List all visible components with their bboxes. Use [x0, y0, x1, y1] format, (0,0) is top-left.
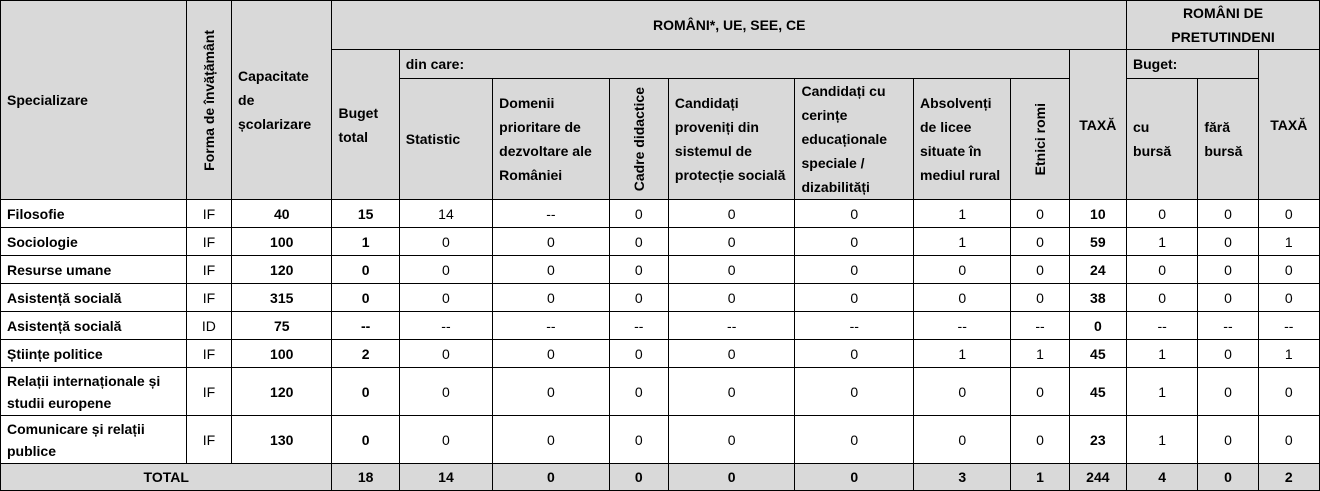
header-capacitate: Capacitate de școlarizare	[232, 1, 332, 200]
header-domenii: Domenii prioritare de dezvoltare ale României	[493, 79, 610, 200]
value-cell: 45	[1069, 368, 1126, 416]
header-cu-bursa: cu bursă	[1127, 79, 1198, 200]
value-cell: 0	[668, 416, 795, 464]
value-cell: 0	[332, 416, 399, 464]
value-cell: 0	[668, 284, 795, 312]
value-cell: 0	[493, 228, 610, 256]
value-cell: 0	[1011, 416, 1069, 464]
value-cell: 1	[914, 340, 1011, 368]
total-cell: 244	[1069, 464, 1126, 491]
value-cell: 130	[232, 416, 332, 464]
value-cell: 0	[1127, 284, 1198, 312]
value-cell: 0	[609, 228, 668, 256]
value-cell: 15	[332, 200, 399, 228]
total-cell: 0	[795, 464, 914, 491]
value-cell: 0	[795, 228, 914, 256]
total-cell: 3	[914, 464, 1011, 491]
value-cell: 0	[668, 228, 795, 256]
header-statistic: Statistic	[399, 79, 492, 200]
forma-cell: IF	[186, 284, 231, 312]
value-cell: 0	[1258, 256, 1319, 284]
value-cell: 0	[1011, 284, 1069, 312]
value-cell: 0	[1011, 256, 1069, 284]
value-cell: 0	[399, 340, 492, 368]
value-cell: 38	[1069, 284, 1126, 312]
table-row	[1, 200, 1320, 228]
value-cell: --	[1011, 312, 1069, 340]
forma-cell: IF	[186, 256, 231, 284]
value-cell: 0	[493, 284, 610, 312]
total-label: TOTAL	[1, 464, 332, 491]
value-cell: 0	[1127, 256, 1198, 284]
value-cell: 0	[795, 368, 914, 416]
forma-cell: ID	[186, 312, 231, 340]
forma-cell: IF	[186, 416, 231, 464]
header-romi-label: Etnici romi	[1032, 102, 1049, 176]
value-cell: 1	[1127, 368, 1198, 416]
value-cell: 40	[232, 200, 332, 228]
value-cell: 0	[332, 256, 399, 284]
value-cell: 0	[795, 200, 914, 228]
value-cell: 0	[399, 256, 492, 284]
value-cell: 45	[1069, 340, 1126, 368]
value-cell: 0	[668, 256, 795, 284]
value-cell: --	[493, 312, 610, 340]
value-cell: 0	[493, 368, 610, 416]
value-cell: 0	[914, 284, 1011, 312]
value-cell: 0	[493, 256, 610, 284]
value-cell: 0	[1198, 416, 1258, 464]
value-cell: 0	[399, 368, 492, 416]
value-cell: 0	[795, 284, 914, 312]
total-cell: 4	[1127, 464, 1198, 491]
header-protectie: Candidați proveniți din sistemul de protecție socială	[668, 79, 795, 200]
value-cell: 0	[914, 416, 1011, 464]
value-cell: --	[493, 200, 610, 228]
specializare-cell: Comunicare și relații publice	[1, 416, 187, 464]
header-rural: Absolvenți de licee situate în mediul rural	[914, 79, 1011, 200]
value-cell: 1	[332, 228, 399, 256]
value-cell: 0	[1198, 284, 1258, 312]
value-cell: 0	[1258, 416, 1319, 464]
value-cell: 0	[795, 256, 914, 284]
value-cell: 0	[332, 368, 399, 416]
value-cell: --	[914, 312, 1011, 340]
value-cell: 2	[332, 340, 399, 368]
header-buget-total: Buget total	[332, 50, 399, 200]
forma-cell: IF	[186, 200, 231, 228]
specializare-cell: Sociologie	[1, 228, 187, 256]
total-cell: 2	[1258, 464, 1319, 491]
header-forma	[186, 1, 231, 200]
value-cell: 1	[1127, 228, 1198, 256]
header-taxa-pretutindeni: TAXĂ	[1258, 50, 1319, 200]
value-cell: 1	[1011, 340, 1069, 368]
value-cell: 0	[914, 256, 1011, 284]
value-cell: 23	[1069, 416, 1126, 464]
value-cell: 0	[1127, 200, 1198, 228]
total-row	[1, 464, 1320, 491]
header-cerinte: Candidați cu cerințe educaționale speciale / dizabilități	[795, 79, 914, 200]
header-cadre-label: Cadre didactice	[630, 86, 647, 192]
value-cell: 0	[668, 200, 795, 228]
value-cell: --	[332, 312, 399, 340]
forma-cell: IF	[186, 228, 231, 256]
value-cell: 1	[1258, 228, 1319, 256]
value-cell: 24	[1069, 256, 1126, 284]
value-cell: 59	[1069, 228, 1126, 256]
header-din-care: din care:	[399, 50, 1069, 79]
value-cell: 0	[332, 284, 399, 312]
header-cadre	[609, 79, 668, 200]
value-cell: --	[668, 312, 795, 340]
value-cell: 0	[1011, 200, 1069, 228]
specializare-cell: Asistență socială	[1, 284, 187, 312]
specializare-cell: Asistență socială	[1, 312, 187, 340]
value-cell: 0	[399, 284, 492, 312]
value-cell: 75	[232, 312, 332, 340]
value-cell: 0	[1011, 368, 1069, 416]
header-buget: Buget:	[1127, 50, 1259, 79]
value-cell: 1	[1127, 416, 1198, 464]
total-cell: 18	[332, 464, 399, 491]
table-row	[1, 368, 1320, 416]
value-cell: 0	[795, 416, 914, 464]
header-fara-bursa: fără bursă	[1198, 79, 1258, 200]
value-cell: 0	[1198, 228, 1258, 256]
value-cell: 100	[232, 340, 332, 368]
value-cell: 0	[1198, 256, 1258, 284]
value-cell: --	[1127, 312, 1198, 340]
total-cell: 0	[493, 464, 610, 491]
total-cell: 14	[399, 464, 492, 491]
total-cell: 0	[668, 464, 795, 491]
specializare-cell: Relații internaționale și studii europene	[1, 368, 187, 416]
value-cell: 0	[795, 340, 914, 368]
value-cell: 0	[1069, 312, 1126, 340]
header-taxa: TAXĂ	[1069, 50, 1126, 200]
value-cell: 0	[609, 368, 668, 416]
value-cell: 0	[609, 200, 668, 228]
specializare-cell: Resurse umane	[1, 256, 187, 284]
value-cell: --	[1198, 312, 1258, 340]
value-cell: 0	[668, 340, 795, 368]
value-cell: 0	[609, 416, 668, 464]
table-row	[1, 312, 1320, 340]
value-cell: 0	[1198, 368, 1258, 416]
value-cell: 0	[668, 368, 795, 416]
total-cell: 0	[609, 464, 668, 491]
value-cell: 0	[1198, 200, 1258, 228]
total-cell: 1	[1011, 464, 1069, 491]
table-row	[1, 416, 1320, 464]
table-row	[1, 256, 1320, 284]
value-cell: --	[609, 312, 668, 340]
value-cell: 0	[1258, 368, 1319, 416]
value-cell: --	[1258, 312, 1319, 340]
value-cell: 315	[232, 284, 332, 312]
table-body	[1, 200, 1320, 464]
value-cell: 0	[493, 416, 610, 464]
value-cell: 0	[609, 340, 668, 368]
value-cell: 1	[1127, 340, 1198, 368]
value-cell: 0	[399, 416, 492, 464]
value-cell: 0	[914, 368, 1011, 416]
forma-cell: IF	[186, 368, 231, 416]
value-cell: 0	[493, 340, 610, 368]
specializare-cell: Științe politice	[1, 340, 187, 368]
value-cell: 120	[232, 256, 332, 284]
value-cell: 0	[1011, 228, 1069, 256]
value-cell: 0	[1258, 284, 1319, 312]
value-cell: 100	[232, 228, 332, 256]
table-row	[1, 284, 1320, 312]
value-cell: 0	[1258, 200, 1319, 228]
table-row	[1, 340, 1320, 368]
value-cell: 14	[399, 200, 492, 228]
header-pretutindeni-group: ROMÂNI DE PRETUTINDENI	[1127, 1, 1320, 50]
value-cell: --	[399, 312, 492, 340]
value-cell: 1	[914, 228, 1011, 256]
value-cell: 0	[1198, 340, 1258, 368]
value-cell: 120	[232, 368, 332, 416]
total-cell: 0	[1198, 464, 1258, 491]
header-specializare: Specializare	[1, 1, 187, 200]
header-romi	[1011, 79, 1069, 200]
value-cell: 10	[1069, 200, 1126, 228]
value-cell: 1	[914, 200, 1011, 228]
specializare-cell: Filosofie	[1, 200, 187, 228]
value-cell: 1	[1258, 340, 1319, 368]
forma-cell: IF	[186, 340, 231, 368]
value-cell: 0	[399, 228, 492, 256]
header-forma-label: Forma de învățământ	[200, 29, 217, 171]
value-cell: --	[795, 312, 914, 340]
table-row	[1, 228, 1320, 256]
header-romani-group: ROMÂNI*, UE, SEE, CE	[332, 1, 1127, 50]
value-cell: 0	[609, 284, 668, 312]
value-cell: 0	[609, 256, 668, 284]
